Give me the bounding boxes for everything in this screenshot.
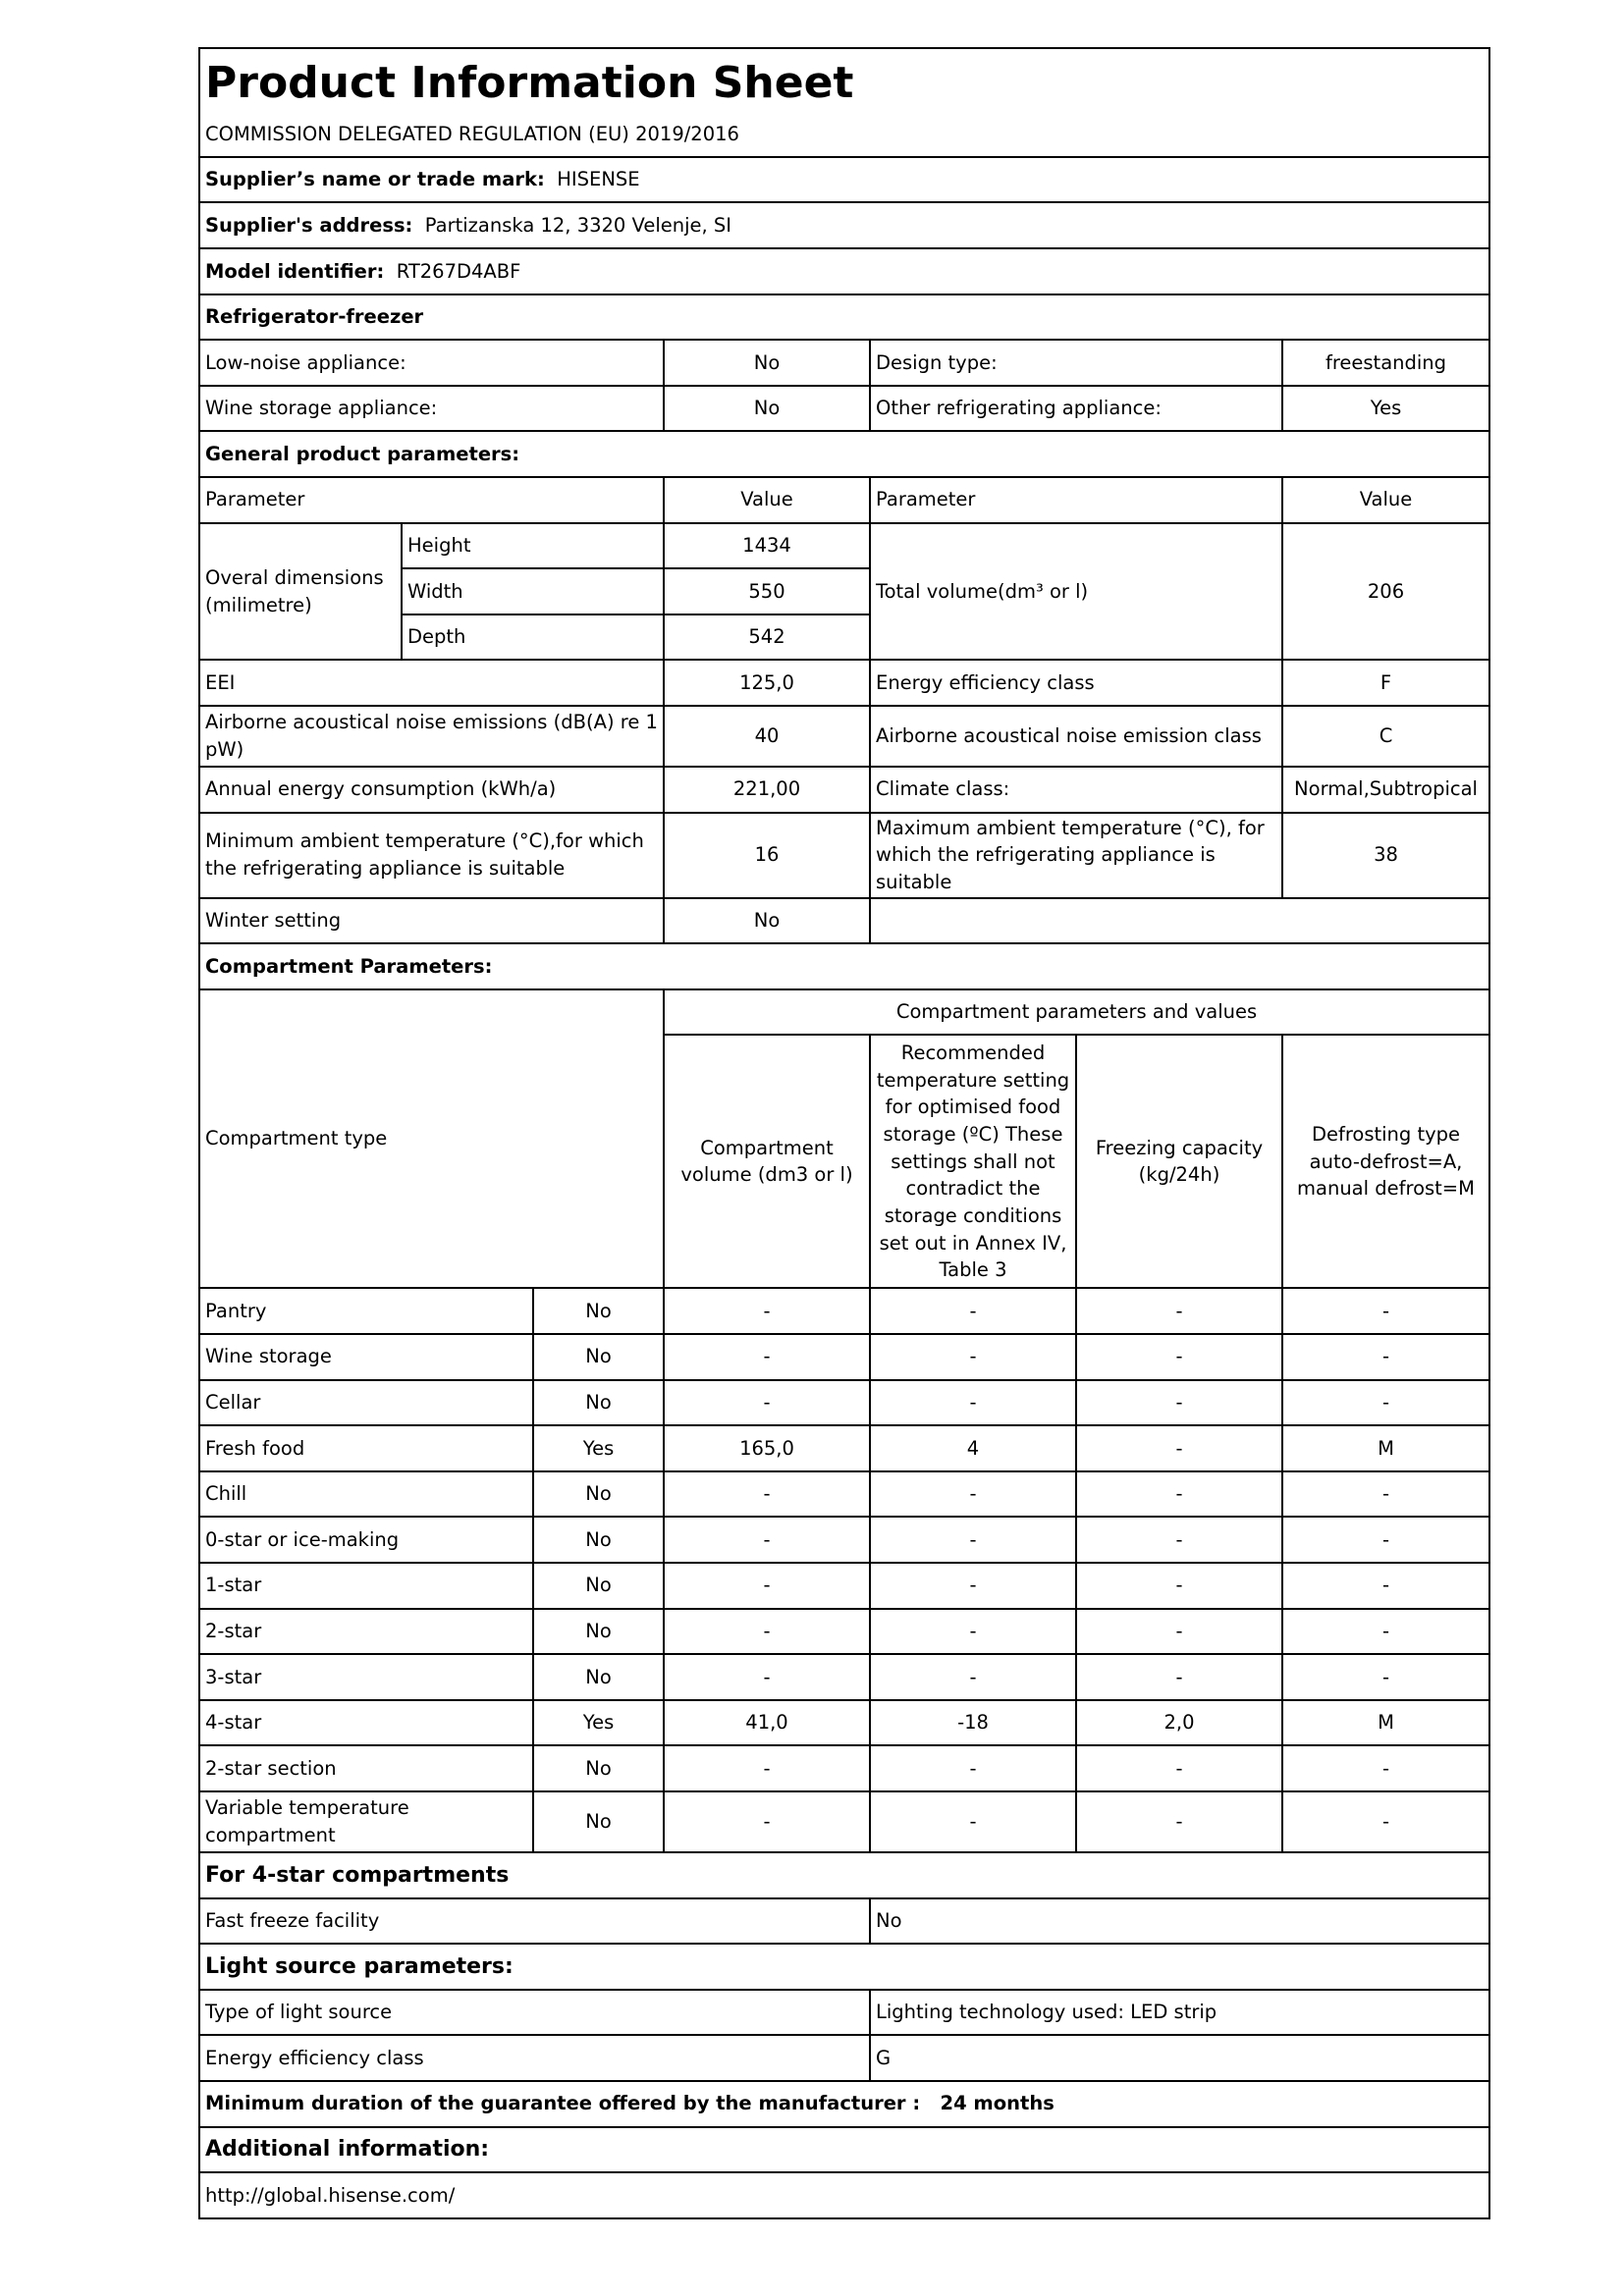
compartment-temperature: - [870, 1745, 1076, 1791]
width-value: 550 [664, 568, 870, 614]
compartment-name: Fresh food [199, 1425, 533, 1471]
fast-freeze-label: Fast freeze facility [199, 1898, 870, 1945]
compartment-name: 4-star [199, 1700, 533, 1746]
compartment-name: 0-star or ice-making [199, 1517, 533, 1563]
compartment-defrost-type: M [1282, 1425, 1489, 1471]
supplier-label: Supplier’s name or trade mark: [205, 168, 545, 191]
depth-label: Depth [402, 614, 664, 661]
design-type-value: freestanding [1282, 340, 1489, 386]
compartment-present: No [533, 1471, 664, 1518]
min-ambient-temp-label: Minimum ambient temperature (°C),for which the refrigerating appliance is suitable [199, 813, 664, 898]
compartment-defrost-type: - [1282, 1334, 1489, 1380]
regulation-subtitle: COMMISSION DELEGATED REGULATION (EU) 2019/2016 [205, 123, 739, 146]
compartment-name: 2-star section [199, 1745, 533, 1791]
parameter-row [199, 767, 1489, 813]
four-star-heading: For 4-star compartments [199, 1852, 1489, 1898]
compartment-freezing-capacity: - [1076, 1654, 1282, 1700]
compartment-row [199, 1334, 1489, 1380]
volume-column-header: Compartment volume (dm3 or l) [664, 1035, 870, 1288]
width-label: Width [402, 568, 664, 614]
low-noise-value: No [664, 340, 870, 386]
compartment-freezing-capacity: - [1076, 1791, 1282, 1852]
compartment-volume: 41,0 [664, 1700, 870, 1746]
other-refrigerating-value: Yes [1282, 386, 1489, 432]
compartment-volume: - [664, 1791, 870, 1852]
compartment-present: No [533, 1609, 664, 1655]
compartment-temperature: - [870, 1791, 1076, 1852]
compartment-defrost-type: - [1282, 1563, 1489, 1609]
supplier-row [199, 157, 1489, 203]
header-cell [199, 48, 1489, 157]
additional-information-heading: Additional information: [199, 2127, 1489, 2173]
empty-cell [870, 898, 1489, 944]
manufacturer-url: http://global.hisense.com/ [199, 2172, 1489, 2218]
energy-class-value: F [1282, 660, 1489, 706]
compartment-freezing-capacity: 2,0 [1076, 1700, 1282, 1746]
temperature-column-header: Recommended temperature setting for optimised food storage (ºC) These settings shall not contradict the storage conditions set out in Annex IV, Table 3 [870, 1035, 1076, 1288]
compartment-freezing-capacity: - [1076, 1563, 1282, 1609]
address-row [199, 202, 1489, 248]
compartment-volume: - [664, 1563, 870, 1609]
compartment-defrost-type: - [1282, 1288, 1489, 1334]
light-class-label: Energy efficiency class [199, 2035, 870, 2081]
compartment-row [199, 1791, 1489, 1852]
parameter-row [199, 813, 1489, 898]
supplier-value: HISENSE [557, 168, 640, 191]
winter-setting-label: Winter setting [199, 898, 664, 944]
light-type-value: Lighting technology used: LED strip [870, 1990, 1489, 2036]
parameter-column-header: Parameter [199, 477, 664, 523]
compartment-defrost-type: - [1282, 1745, 1489, 1791]
noise-class-label: Airborne acoustical noise emission class [870, 706, 1282, 767]
annual-energy-value: 221,00 [664, 767, 870, 813]
model-value: RT267D4ABF [396, 259, 521, 283]
noise-emissions-value: 40 [664, 706, 870, 767]
compartment-present: No [533, 1288, 664, 1334]
guarantee-text: Minimum duration of the guarantee offered by the manufacturer : 24 months [199, 2081, 1489, 2127]
compartment-present: Yes [533, 1700, 664, 1746]
compartment-defrost-type: - [1282, 1609, 1489, 1655]
compartment-temperature: -18 [870, 1700, 1076, 1746]
defrosting-type-column-header: Defrosting type auto-defrost=A, manual defrost=M [1282, 1035, 1489, 1288]
design-type-label: Design type: [870, 340, 1282, 386]
compartment-row [199, 1471, 1489, 1518]
model-label: Model identifier: [205, 259, 385, 283]
compartment-defrost-type: M [1282, 1700, 1489, 1746]
freezing-capacity-column-header: Freezing capacity (kg/24h) [1076, 1035, 1282, 1288]
compartment-defrost-type: - [1282, 1471, 1489, 1518]
compartment-freezing-capacity: - [1076, 1425, 1282, 1471]
other-refrigerating-label: Other refrigerating appliance: [870, 386, 1282, 432]
compartment-row [199, 1288, 1489, 1334]
compartment-row [199, 1700, 1489, 1746]
fast-freeze-row [199, 1898, 1489, 1945]
total-volume-value: 206 [1282, 523, 1489, 661]
compartment-temperature: - [870, 1517, 1076, 1563]
parameter-column-header: Parameter [870, 477, 1282, 523]
compartment-present: No [533, 1380, 664, 1426]
compartment-volume: - [664, 1288, 870, 1334]
light-type-row [199, 1990, 1489, 2036]
compartment-volume: - [664, 1380, 870, 1426]
depth-value: 542 [664, 614, 870, 661]
compartment-temperature: - [870, 1380, 1076, 1426]
compartment-row [199, 1380, 1489, 1426]
page-title: Product Information Sheet [205, 58, 854, 108]
parameter-row [199, 706, 1489, 767]
wine-storage-label: Wine storage appliance: [199, 386, 664, 432]
fast-freeze-value: No [870, 1898, 1489, 1945]
compartment-row [199, 1563, 1489, 1609]
compartment-rows [199, 1288, 1489, 1852]
eei-value: 125,0 [664, 660, 870, 706]
compartment-present: Yes [533, 1425, 664, 1471]
address-label: Supplier's address: [205, 213, 413, 237]
max-ambient-temp-label: Maximum ambient temperature (°C), for which the refrigerating appliance is suitable [870, 813, 1282, 898]
general-parameters-heading: General product parameters: [199, 431, 1489, 477]
compartment-temperature: - [870, 1654, 1076, 1700]
model-row [199, 248, 1489, 294]
compartment-row [199, 1745, 1489, 1791]
total-volume-label: Total volume(dm³ or l) [870, 523, 1282, 661]
noise-class-value: C [1282, 706, 1489, 767]
compartment-temperature: - [870, 1288, 1076, 1334]
light-class-row [199, 2035, 1489, 2081]
compartment-freezing-capacity: - [1076, 1517, 1282, 1563]
compartment-freezing-capacity: - [1076, 1471, 1282, 1518]
compartment-volume: - [664, 1654, 870, 1700]
compartment-name: Variable temperature compartment [199, 1791, 533, 1852]
parameter-row [199, 660, 1489, 706]
compartment-name: Chill [199, 1471, 533, 1518]
category-heading: Refrigerator-freezer [199, 294, 1489, 341]
light-class-value: G [870, 2035, 1489, 2081]
compartment-defrost-type: - [1282, 1380, 1489, 1426]
compartment-freezing-capacity: - [1076, 1288, 1282, 1334]
compartment-present: No [533, 1517, 664, 1563]
compartment-volume: - [664, 1471, 870, 1518]
address-value: Partizanska 12, 3320 Velenje, SI [424, 213, 732, 237]
compartment-freezing-capacity: - [1076, 1609, 1282, 1655]
compartment-temperature: - [870, 1609, 1076, 1655]
height-label: Height [402, 523, 664, 569]
compartment-freezing-capacity: - [1076, 1745, 1282, 1791]
appliance-type-row [199, 386, 1489, 432]
compartment-parameters-heading: Compartment Parameters: [199, 943, 1489, 989]
compartment-present: No [533, 1745, 664, 1791]
dimension-row [199, 523, 1489, 569]
wine-storage-value: No [664, 386, 870, 432]
compartment-defrost-type: - [1282, 1791, 1489, 1852]
compartment-temperature: 4 [870, 1425, 1076, 1471]
compartment-volume: - [664, 1745, 870, 1791]
climate-class-value: Normal,Subtropical [1282, 767, 1489, 813]
winter-setting-row [199, 898, 1489, 944]
compartment-header-row [199, 989, 1489, 1036]
compartment-temperature: - [870, 1334, 1076, 1380]
compartment-name: 2-star [199, 1609, 533, 1655]
compartment-present: No [533, 1791, 664, 1852]
compartment-present: No [533, 1563, 664, 1609]
climate-class-label: Climate class: [870, 767, 1282, 813]
low-noise-label: Low-noise appliance: [199, 340, 664, 386]
annual-energy-label: Annual energy consumption (kWh/a) [199, 767, 664, 813]
max-ambient-temp-value: 38 [1282, 813, 1489, 898]
min-ambient-temp-value: 16 [664, 813, 870, 898]
compartment-defrost-type: - [1282, 1654, 1489, 1700]
noise-emissions-label: Airborne acoustical noise emissions (dB(A) re 1 pW) [199, 706, 664, 767]
compartment-volume: 165,0 [664, 1425, 870, 1471]
compartment-temperature: - [870, 1471, 1076, 1518]
product-information-table [198, 47, 1490, 2219]
compartment-present: No [533, 1334, 664, 1380]
compartment-freezing-capacity: - [1076, 1380, 1282, 1426]
compartment-temperature: - [870, 1563, 1076, 1609]
compartment-type-header: Compartment type [199, 989, 664, 1289]
compartment-name: 1-star [199, 1563, 533, 1609]
value-column-header: Value [664, 477, 870, 523]
compartment-present: No [533, 1654, 664, 1700]
compartment-row [199, 1517, 1489, 1563]
dimensions-label: Overal dimensions (milimetre) [199, 523, 402, 661]
eei-label: EEI [199, 660, 664, 706]
compartment-volume: - [664, 1609, 870, 1655]
light-source-heading: Light source parameters: [199, 1944, 1489, 1990]
light-type-label: Type of light source [199, 1990, 870, 2036]
compartment-name: Wine storage [199, 1334, 533, 1380]
compartment-row [199, 1654, 1489, 1700]
value-column-header: Value [1282, 477, 1489, 523]
height-value: 1434 [664, 523, 870, 569]
compartment-values-group-header: Compartment parameters and values [664, 989, 1489, 1036]
compartment-freezing-capacity: - [1076, 1334, 1282, 1380]
compartment-volume: - [664, 1334, 870, 1380]
compartment-defrost-type: - [1282, 1517, 1489, 1563]
compartment-name: 3-star [199, 1654, 533, 1700]
compartment-name: Cellar [199, 1380, 533, 1426]
energy-class-label: Energy efficiency class [870, 660, 1282, 706]
compartment-row [199, 1609, 1489, 1655]
compartment-name: Pantry [199, 1288, 533, 1334]
winter-setting-value: No [664, 898, 870, 944]
general-column-header-row [199, 477, 1489, 523]
compartment-volume: - [664, 1517, 870, 1563]
appliance-type-row [199, 340, 1489, 386]
compartment-row [199, 1425, 1489, 1471]
